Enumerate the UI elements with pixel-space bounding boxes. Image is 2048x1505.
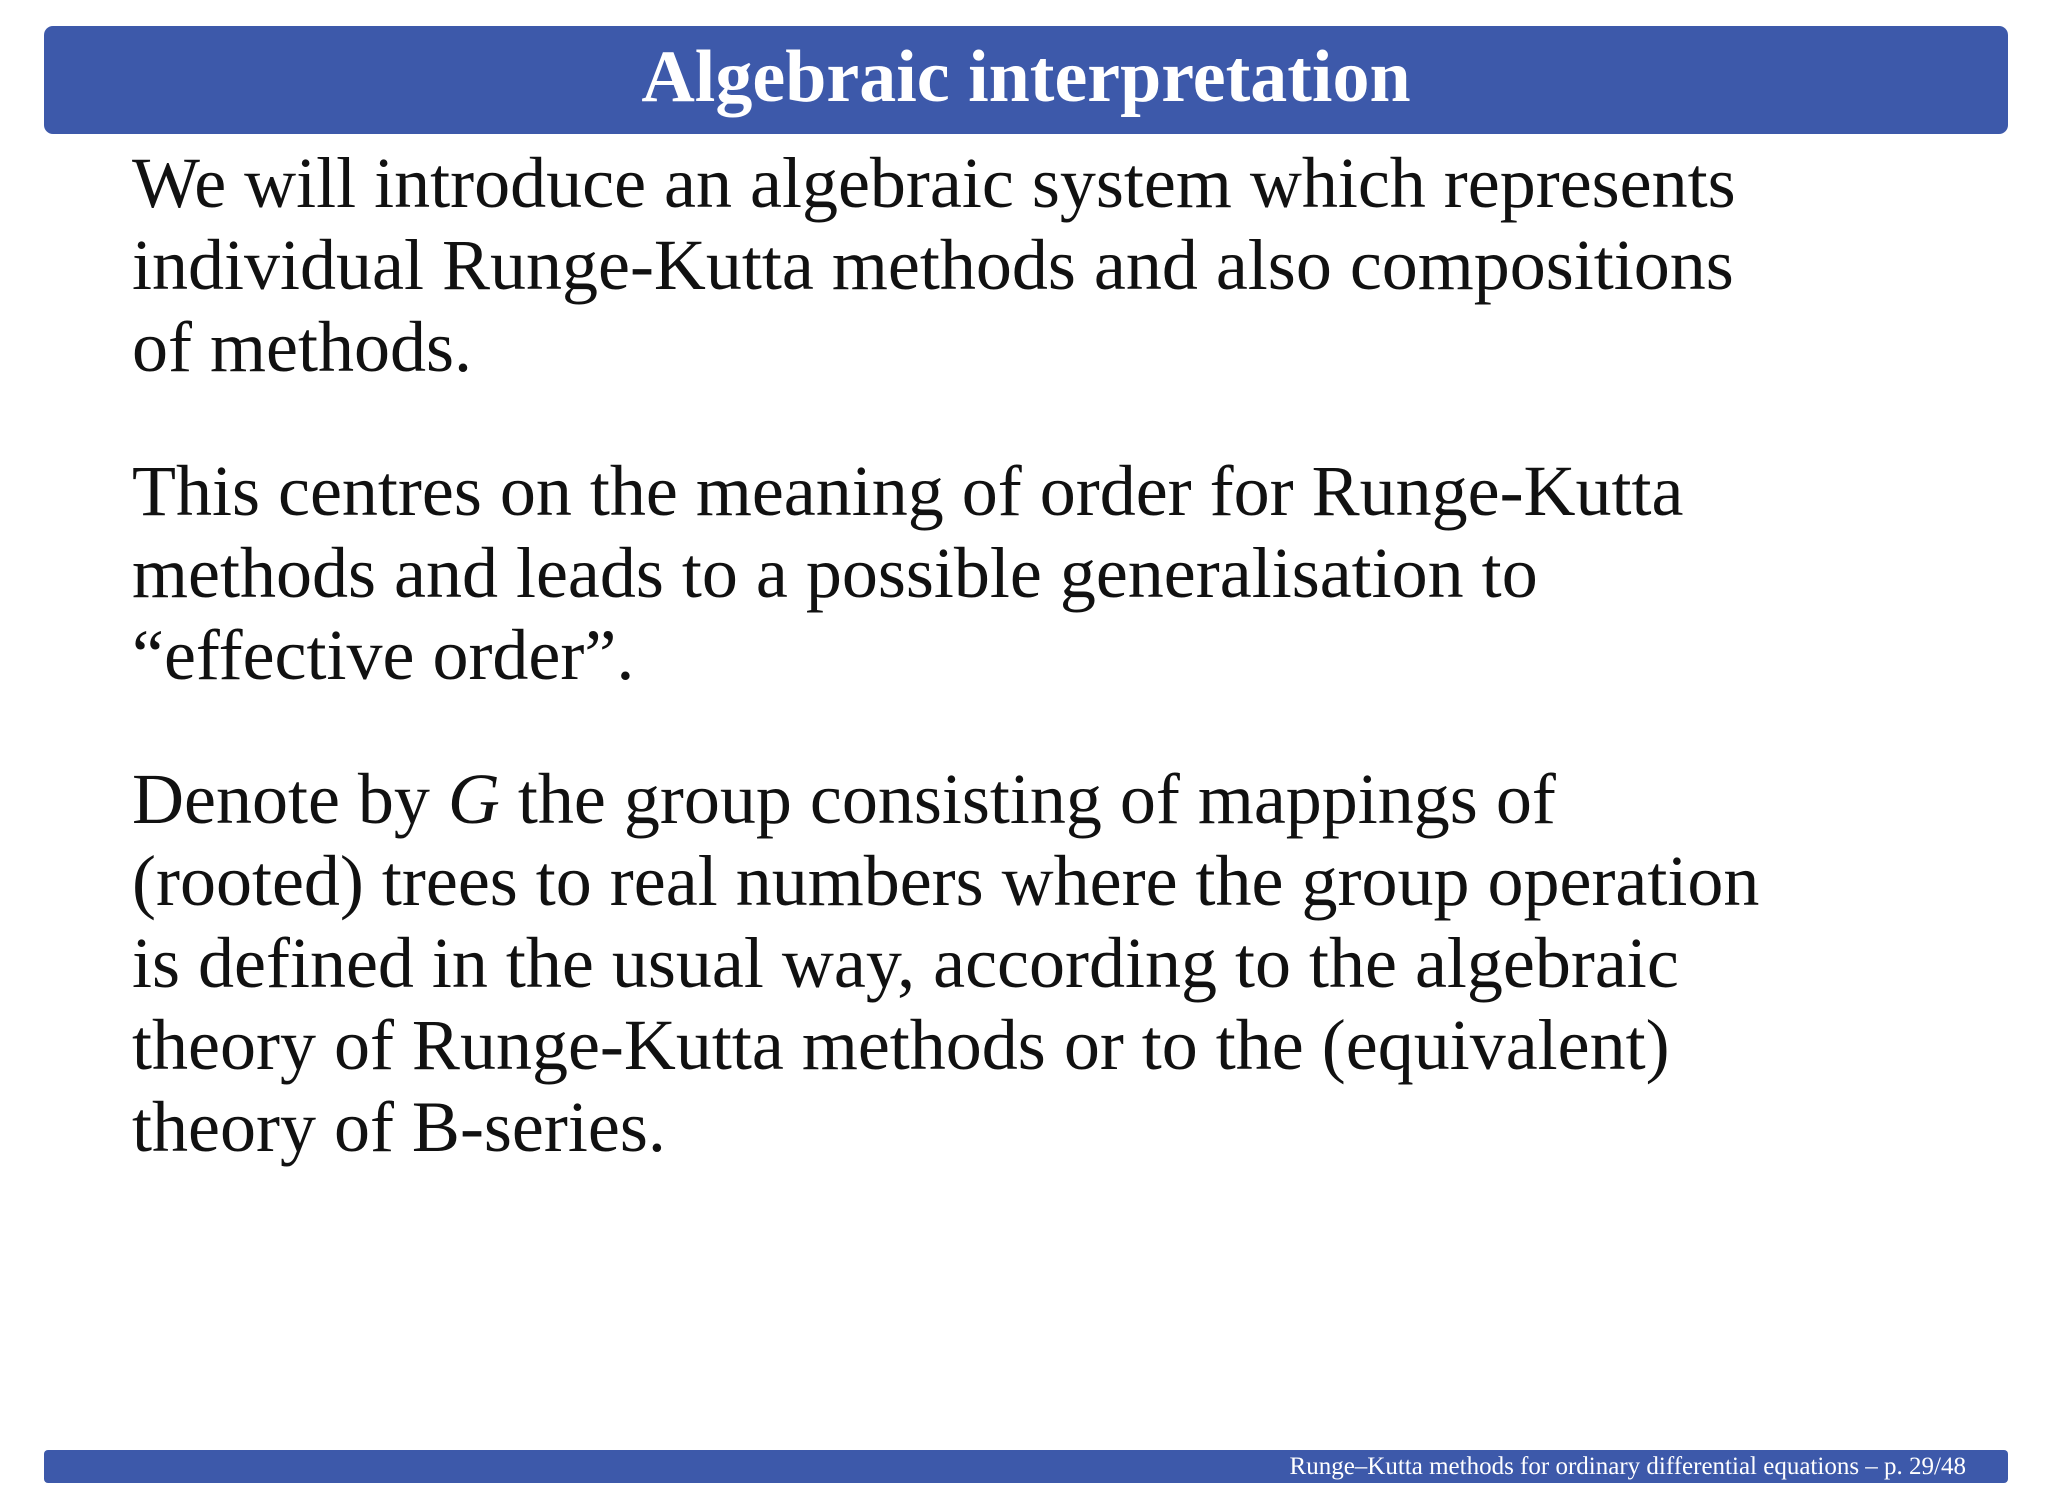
text-line: We will introduce an algebraic system which represents [132, 143, 1736, 223]
slide-content [132, 142, 1972, 1230]
footer-bar [44, 1450, 2008, 1483]
footer-caption: Runge–Kutta methods for ordinary differential equations – p. 29/48 [1289, 1453, 1966, 1480]
text-fragment: Denote by [132, 759, 448, 839]
text-line: theory of B-series. [132, 1087, 666, 1167]
text-line: “effective order”. [132, 615, 635, 695]
text-line: methods and leads to a possible generalisation to [132, 533, 1538, 613]
text-fragment: the group consisting of mappings of [499, 759, 1556, 839]
math-variable-g: G [447, 759, 500, 839]
text-line: theory of Runge-Kutta methods or to the (equivalent) [132, 1005, 1670, 1085]
paragraph-group [132, 758, 1972, 1168]
text-line: This centres on the meaning of order for Runge-Kutta [132, 451, 1684, 531]
paragraph-order [132, 450, 1972, 696]
text-line: (rooted) trees to real numbers where the group operation [132, 841, 1760, 921]
text-line: is defined in the usual way, according to the algebraic [132, 923, 1679, 1003]
paragraph-intro [132, 142, 1972, 388]
text-line: of methods. [132, 307, 472, 387]
text-line: individual Runge-Kutta methods and also compositions [132, 225, 1734, 305]
slide-title: Algebraic interpretation [641, 36, 1411, 118]
text-line [132, 758, 1972, 840]
title-bar [44, 26, 2008, 134]
